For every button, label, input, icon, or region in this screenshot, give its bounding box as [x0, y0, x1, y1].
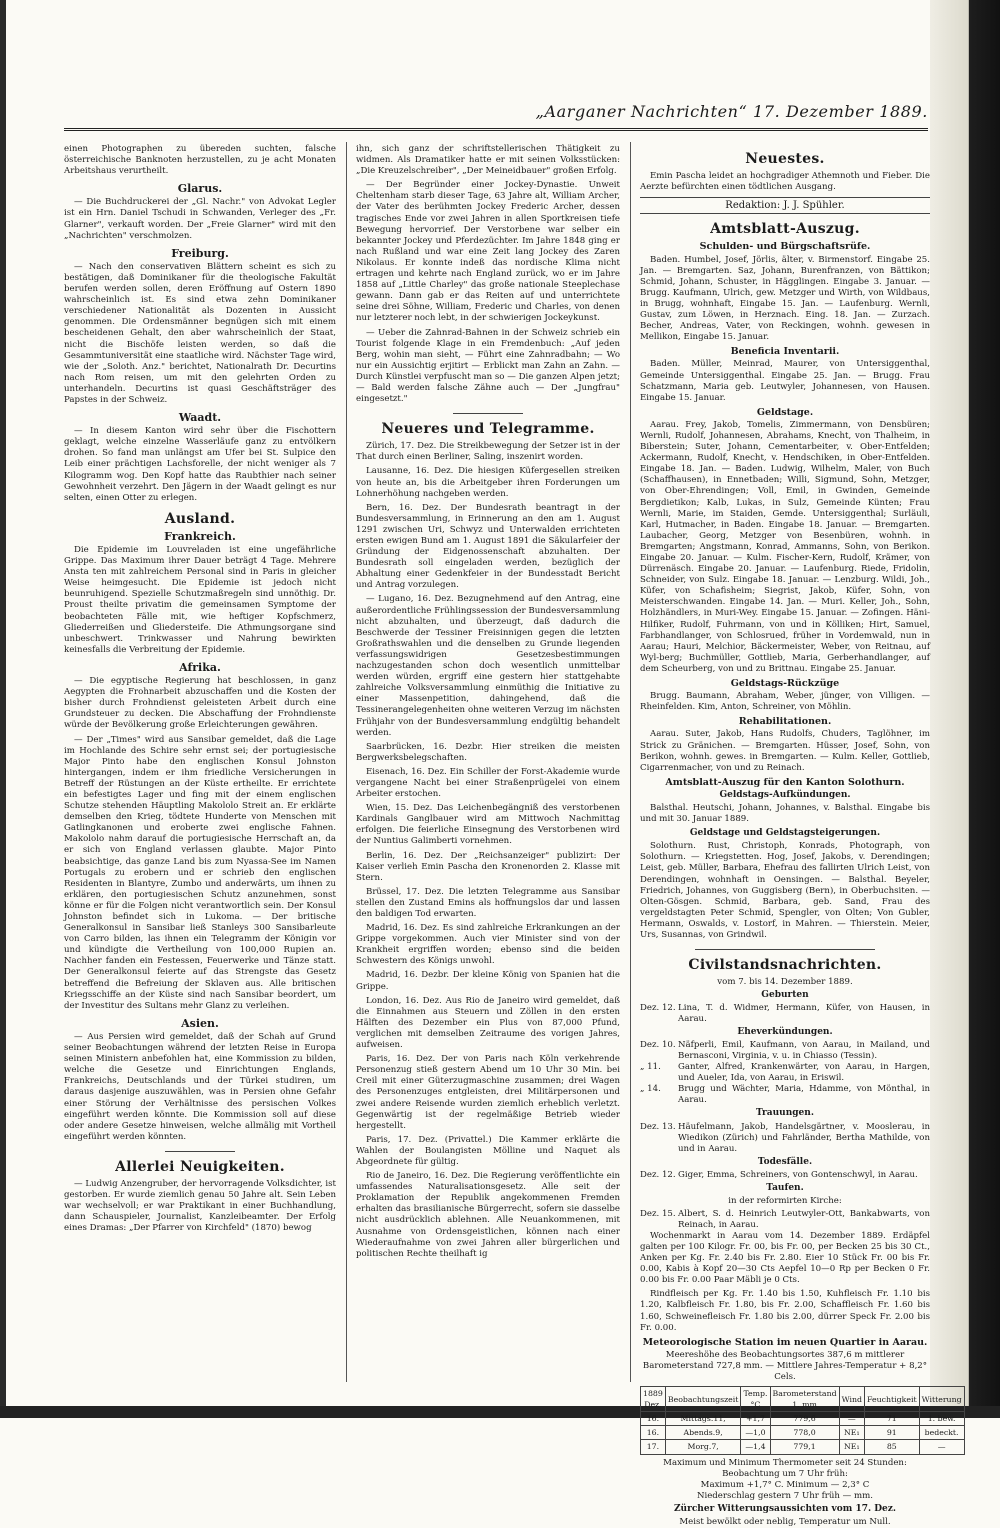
table-cell: — [919, 1440, 964, 1454]
telegram-lugano: — Lugano, 16. Dez. Bezugnehmend auf den Antrag, eine außerordentliche Frühlingssession der Bundesversammlung nicht abzuhalten, und überzeugt, daß dadurch die Beschwerde der Tessiner Freisinnigen gegen die letzten Großrathswahlen und die denselben zu Grunde liegenden verfassungswidrigen Gesetzesbestimmungen nachzugestanden schon doch wesentlich unmittelbar werden würden, ergriff eine gestern hier stattgehabte zahlreiche Volksversammlung einmüthig die Initiative zu einer Massenpetition, dahingehend, daß die Tessinerangelegenheiten ohne weiteren Verzug im nächsten Frühjahr von der Bundesversammlung endgültig behandelt werden. [356, 594, 620, 738]
civilstand-period: vom 7. bis 14. Dezember 1889. [717, 977, 853, 988]
article-zahnrad: — Ueber die Zahnrad-Bahnen in der Schweiz schrieb ein Tourist folgende Klage in ein Fremdenbuch: „Auf jeden Berg, wohin man sieht, — Führt eine Zahnradbahn; — Wo nur ein Aussichtig erjitirt — Erblickt man Zahn an Zahn. — Durch Künstlei verpfuscht man so — Die ganzen Alpen jetzt; — Bald werden falsche Zähne auch — Der „Jungfrau" eingesetzt." [356, 327, 620, 405]
table-cell: 91 [864, 1426, 919, 1440]
article-freiburg: — Nach den conservativen Blättern scheint es sich zu bestätigen, daß Dominikaner für die theologische Fakultät berufen werden sollen, deren Eröffnung auf Ostern 1890 wahrscheinlich ist. Es sind etwa zehn Dominikaner verschiedener Nationalität als Dozenten in Aussicht genommen. Die Ordensmänner begnügen sich mit einem bescheidenen Gehalt, den aber wahrscheinlich der Staat, nicht die Bischöfe leisten werden, so daß die Gesammtuniversität eine staatliche wird. Nächster Tage wird, wie der „Soloth. Anz." berichtet, Nationalrath Dr. Decurtins nach Rom reisen, um mit den gelehrten Orden zu unterhandeln. Decurtins ist quasi Geschäftsträger des Papstes in der Schweiz. [64, 261, 336, 405]
weather-col-header: Wind [839, 1387, 864, 1412]
heading-neuestes: Neuestes. [745, 151, 825, 167]
telegram-eisenach: Eisenach, 16. Dez. Ein Schiller der Forst-Akademie wurde vergangene Nacht bei einer Straßenprügelei von einem Arbeiter erstochen. [356, 766, 620, 800]
article-allerlei: — Ludwig Anzengruber, der hervorragende Volksdichter, ist gestorben. Er wurde ziemlich genau 50 Jahre alt. Sein Leben war wechselvoll; er war Praktikant in einer Buchhandlung, dann Schauspieler, Journalist, Kanzleibeamter. Der Erfolg eines Dramas: „Der Pfarrer von Kirchfeld" (1870) bewog [64, 1178, 336, 1234]
heading-afrika: Afrika. [179, 660, 221, 674]
notice-schulden: Baden. Humbel, Josef, Jörlis, älter, v. Birmenstorf. Eingabe 25. Jan. — Bremgarten. Saz, Johann, Burenfranzen, von Bättikon; Schmid, Johann, Schuster, in Hägglingen. Eingabe 3. Januar. — Brugg. Kaufmann, Ulrich, gew. Metzger und Wirth, von Wildbaus, in Brugg, wohnhaft, Eingabe 15. Jan. — Laufenburg. Wernli, Gustav, zum Löwen, in Herznach. Eing. 18. Jan. — Zurzach. Becher, Andreas, Vater, von Reckingen, wohnh. gewesen in Mellikon, Eingabe 15. Januar. [640, 254, 930, 343]
civil-date: „ 11. [640, 1062, 661, 1073]
weather-forecast: Meist bewölkt oder neblig, Temperatur um Null. [679, 1517, 891, 1527]
column-2 [356, 144, 620, 1392]
heading-ausland: Ausland. [164, 510, 236, 527]
heading-freiburg: Freiburg. [171, 246, 229, 260]
telegram-paris-1: Paris, 16. Dez. Der von Paris nach Köln verkehrende Personenzug stieß gestern Abend um 10 Uhr 30 Min. bei Creil mit einer Güterzugmaschine zusammen; drei Wagen des Personenzuges entgleisten, drei Militärpersonen und zwei andere Reisende wurden ziemlich erheblich verletzt. Gegenwärtig ist der regelmäßige Betrieb wieder hergestellt. [356, 1054, 620, 1131]
heading-meteo: Meteorologische Station im neuen Quartier in Aarau. [642, 1336, 928, 1348]
article-afrika-1: — Die egyptische Regierung hat beschlossen, in ganz Aegypten die Frohnarbeit abzuschaffen und die Kosten der bisher durch Frohndienst geleisteten Arbeit durch eine Grundsteuer zu decken. Die Abschaffung der Frohndienste würde der Bevölkerung große Erleichterungen gewähren. [64, 676, 336, 731]
page-header: „Aarganer Nachrichten“ 17. Dezember 1889. [535, 102, 928, 121]
heading-civilstand: Civilstandsnachrichten. [688, 957, 882, 974]
civil-text: Ganter, Alfred, Krankenwärter, von Aarau, in Hargen, und Aueler, Ida, von Aarau, in Eriswil. [678, 1062, 930, 1084]
weather-col-header: Witterung [919, 1387, 964, 1412]
meteo-footnote-3: Maximum +1,7° C. Minimum — 2,3° C [700, 1479, 870, 1490]
civil-entry [640, 1003, 930, 1025]
telegram-paris-2: Paris, 17. Dez. (Privattel.) Die Kammer erklärte die Wahlen der Boulangisten Mölline und Naquet als Abgeordnete für gültig. [356, 1134, 620, 1167]
heading-geldstage: Geldstage. [756, 406, 814, 418]
table-cell: 17. [641, 1440, 666, 1454]
heading-witterung: Zürcher Witterungsaussichten vom 17. Dez. [673, 1503, 897, 1514]
civil-text: Albert, S. d. Heinrich Leutwyler-Ott, Bankabwarts, von Reinach, in Aarau. [678, 1208, 930, 1230]
civil-entry [640, 1062, 930, 1084]
civil-date: „ 14. [640, 1084, 661, 1095]
table-cell: 1. bew. [919, 1412, 964, 1426]
civil-entry [640, 1040, 930, 1062]
table-cell: 16. [641, 1426, 666, 1440]
civil-date: Dez. 10. [640, 1040, 676, 1051]
heading-amtsblatt: Amtsblatt-Auszug. [710, 221, 860, 238]
table-cell: Morg.7, [665, 1440, 741, 1454]
market-report: Wochenmarkt in Aarau vom 14. Dezember 1889. Erdäpfel galten per 100 Kilogr. Fr. 00, bis Fr. 00, per Becken 25 bis 30 Ct., Anken per Kg. Fr. 2.40 bis Fr. 2.80. Eier 10 Stück Fr. 00 bis Fr. 0.00, Kabis à Kopf 20—30 Cts Aepfel 10—0 Rp per Becken 0 Fr. 0.00 bis Fr. 0.00 Paar Mäbli je 0 Cts. [640, 1230, 930, 1286]
heading-geldstage-steigerungen: Geldstage und Geldstagsteigerungen. [689, 828, 881, 839]
heading-rehabilitationen: Rehabilitationen. [738, 716, 832, 728]
heading-beneficia: Beneficia Inventarii. [730, 346, 840, 358]
meteo-footnote-1: Maximum und Minimum Thermometer seit 24 Stunden: [663, 1457, 907, 1468]
civil-date: Dez. 12. [640, 1169, 676, 1180]
table-row [641, 1426, 965, 1440]
separator [695, 949, 875, 950]
weather-col-header: Temp. °C [741, 1387, 770, 1412]
civil-entry [640, 1122, 930, 1155]
telegram-saarbruecken: Saarbrücken, 16. Dezbr. Hier streiken die meisten Bergwerksbelegschaften. [356, 741, 620, 763]
telegram-zuerich: Zürich, 17. Dez. Die Streikbewegung der Setzer ist in der That durch einen Berliner, Saling, inszenirt worden. [356, 441, 620, 463]
heading-taufen: Taufen. [766, 1182, 804, 1193]
meteo-station-info: Meereshöhe des Beobachtungsortes 387,6 m mittlerer Barometerstand 727,8 mm. — Mittlere Jahres-Temperatur + 8,2° Cels. [642, 1349, 928, 1382]
table-cell: +1,7 [741, 1412, 770, 1426]
telegram-madrid-2: Madrid, 16. Dezbr. Der kleine König von Spanien hat die Grippe. [356, 970, 620, 992]
heading-asien: Asien. [181, 1016, 219, 1030]
telegram-wien: Wien, 15. Dez. Das Leichenbegängniß des verstorbenen Kardinals Ganglbauer wird am Mittwoch Nachmittag erfolgen. Die feierliche Einsegnung des Verstorbenen wird der Nuntius Galimberti vornehmen. [356, 803, 620, 847]
weather-col-header: 1889 Dez. [641, 1387, 666, 1412]
article-continuation: ihn, sich ganz der schriftstellerischen Thätigkeit zu widmen. Als Dramatiker hatte er mit seinen Volksstücken: „Die Kreuzelschreiber", „Der Meineidbauer" großen Erfolg. [356, 144, 620, 177]
article-intro: einen Photographen zu übereden suchten, falsche österreichische Banknoten herzustellen, zu je acht Monaten Arbeitshaus verurtheilt. [64, 144, 336, 177]
table-cell: Abends.9, [665, 1426, 741, 1440]
header-rule [64, 128, 928, 131]
article-waadt: — In diesem Kanton wird sehr über die Fischottern geklagt, welche einzelne Wasserläufe ganz zu entvölkern drohen. So fand man unlängst am Ufer bei St. Sulpice den Leib einer prächtigen Lachsforelle, der nicht weniger als 7 Kilogramm wog. Den Kopf hatte das Raubthier nach seiner Gewohnheit verzehrt. Den Jägern in der Waadt gelingt es nur selten, einen Otter zu erlegen. [64, 426, 336, 503]
civil-entry [640, 1209, 930, 1231]
newspaper-page [56, 92, 962, 1527]
article-afrika-2: — Der „Times" wird aus Sansibar gemeldet, daß die Lage im Hochlande des Schire sehr ernst sei; der portugiesische Major Pinto habe den englischen Konsul Johnston hintergangen, indem er ihm friedliche Versicherungen in Betreff der Rüstungen an der Küste ertheilte. Er errichtete ein befestigtes Lager und fing mit der einem englischen Schutze stehenden Häuptling Makololo Streit an. Er erklärte demselben den Krieg, tödtete Hunderte von Menschen mit Gatlingkanonen und eroberte zwei englische Fahnen. Makololo nahm darauf die portugiesische Herrschaft an, da er sich von England verlassen glaubte. Major Pinto beabsichtige, das ganze Land bis zum Nyassa-See im Namen Portugals zu erobern und er schrieb den englischen Residenten in Blantyre, Zumbo und anderwärts, um ihnen zu erklären, den portugiesischen Schutz anzunehmen, sonst könne er für die Folgen nicht verantwortlich sein. Der Konsul Johnston befindet sich in Lukoma. — Der britische Generalkonsul in Sansibar ließ Stanleys 300 Sansibarleute von Carro bilden, las ihnen ein Telegramm der Königin vor und kündigte die Vertheilung von 100,000 Rupien an. Nachher fanden ein Festessen, Feuerwerke und Tänze statt. Der Generalkonsul feierte auf das Strengste das Gesetz betreffend die Befreiung der Sklaven aus. Alle britischen Kriegsschiffe an der Küste sind nach Sansibar beordert, um der Investitur des Sultans mehr Glanz zu verleihen. [64, 734, 336, 1011]
notice-geldstage: Aarau. Frey, Jakob, Tomelis, Zimmermann, von Densbüren; Wernli, Rudolf, Johannesen, Abrahams, Knecht, von Thalheim, in Biberstein; Suter, Johann, Cementarbeiter, v. Ober-Entfelden; Ackermann, Rudolf, Knecht, v. Hendschiken, in Ober-Entfelden. Eingabe 18. Jan. — Baden. Ludwig, Wilhelm, Maler, von Buch (Schaffhausen), in Ennetbaden; Willi, Sigmund, Sohn, Metzger, von Ober-Ehrendingen; Voll, Emil, in Gwinden, Gemeinde Bergdietikon; Kalb, Lukas, in Sulz, Gemeinde Künten; Frau Wernli, Marie, im Staiden, Gemde. Untersiggenthal; Surläuli, Karl, Hutmacher, in Baden. Eingabe 18. Januar. — Bremgarten. Laubacher, Georg, Metzger von Besenbüren, wohnh. in Bremgarten; Angstmann, Konrad, Ammanns, Sohn, von Berikon. Eingabe 20. Januar. — Kulm. Fischer-Kern, Rudolf, Krämer, von Dürrenäsch. Eingabe 20. Januar. — Laufenburg. Riede, Fridolin, Schneider, von Sulz. Eingabe 18. Januar. — Lenzburg. Wildi, Joh., Küfer, von Schafisheim; Siegrist, Jakob, Küfer, Sohn, von Meisterschwanden. Eingabe 14. Jan. — Muri. Keller, Joh., Sohn, Holzhändlers, in Muri-Wey. Eingabe 15. Januar. — Zofingen. Häni-Hilfiker, Rudolf, Fuhrmann, von und in Kölliken; Hirt, Samuel, Farbhandlanger, von Schlosrued, früher in Vordemwald, nun in Aarau; Hauri, Melchior, Bäckermeister, Weber, von Reitnau, auf Wyl-berg; Buchmüller, Gottlieb, Maria, Gerberhandlanger, auf dem Scheurberg, von und zu Brittnau. Eingabe 25. Januar. [640, 419, 930, 674]
column-3 [640, 144, 962, 1527]
heading-neueres: Neueres und Telegramme. [381, 421, 595, 438]
table-cell: — [839, 1412, 864, 1426]
heading-schulden: Schulden- und Bürgschaftsrüfe. [699, 241, 871, 253]
heading-eheverkuendungen: Eheverkündungen. [737, 1027, 833, 1038]
heading-frankreich: Frankreich. [164, 529, 236, 543]
article-emin: Emin Pascha leidet an hochgradiger Athemnoth und Fieber. Die Aerzte befürchten einen tödtlichen Ausgang. [640, 171, 930, 193]
separator [165, 1151, 235, 1152]
table-cell: —1,0 [741, 1426, 770, 1440]
meteo-footnote-2: Beobachtung um 7 Uhr früh: [722, 1468, 848, 1479]
table-cell: 779,6 [770, 1412, 839, 1426]
column-rule-1 [346, 142, 347, 1382]
heading-allerlei: Allerlei Neuigkeiten. [115, 1158, 285, 1175]
heading-geburten: Geburten [761, 990, 809, 1001]
table-cell: —1,4 [741, 1440, 770, 1454]
article-frankreich: Die Epidemie im Louvreladen ist eine ungefährliche Grippe. Das Maximum ihrer Dauer beträgt 4 Tage. Mehrere Ansta ten mit zahlreichem Personal sind in Paris in gleicher Weise heimgesucht. Die Epidemie ist jedoch nicht beunruhigend. Spezielle Schutzmaßregeln sind unnöthig. Dr. Proust theilte privatim die gemeinsamen Symptome der beobachteten Fälle mit, wie heftiger Kopfschmerz, Gliederreißen und Gliedersteife. Die Athmungsorgane sind unbeschwert. Trinkwasser und Nahrung bewirkten keinesfalls die Verbreitung der Epidemie. [64, 545, 336, 655]
civil-text: Brugg und Wächter, Maria, Hdamme, von Mönthal, in Aarau. [678, 1084, 930, 1106]
table-cell: 16. [641, 1412, 666, 1426]
meteo-footnote-4: Niederschlag gestern 7 Uhr früh — mm. [696, 1490, 874, 1501]
table-cell: bedeckt. [919, 1426, 964, 1440]
meat-prices: Rindfleisch per Kg. Fr. 1.40 bis 1.50, Kuhfleisch Fr. 1.10 bis 1.20, Kalbfleisch Fr. 1.80, bis Fr. 2.00, Schaffleisch Fr. 1.60 bis 1.60, Schweinefleisch Fr. 1.80 bis 2.00, dürrer Speck Fr. 2.00 bis Fr. 0.00. [640, 1289, 930, 1333]
heading-glarus: Glarus. [177, 182, 223, 196]
table-cell: Mittags.11, [665, 1412, 741, 1426]
table-row [641, 1440, 965, 1454]
weather-col-header: Barometerstand 1. mm [770, 1387, 839, 1412]
notice-rueckzuege: Brugg. Baumann, Abraham, Weber, jünger, von Villigen. — Rheinfelden. Kim, Anton, Schreiner, von Möhlin. [640, 691, 930, 713]
weather-col-header: Feuchtigkeit [864, 1387, 919, 1412]
civil-text: Häufelmann, Jakob, Handelsgärtner, v. Mooslerau, in Wiedikon (Zürich) und Fahrländer, Bertha Mathilde, von und in Aarau. [678, 1121, 930, 1154]
notice-rehabilitationen: Aarau. Suter, Jakob, Hans Rudolfs, Chuders, Taglöhner, im Strick zu Gränichen. — Bremgarten. Hüsser, Josef, Sohn, von Berikon, wohnh. gewes. in Bremgarten. — Kulm. Keller, Gottlieb, Cigarrenmacher, von und zu Reinach. [640, 729, 930, 773]
separator [453, 413, 523, 414]
notice-balsthal: Balsthal. Heutschi, Johann, Johannes, v. Balsthal. Eingabe bis und mit 30. Januar 1889. [640, 802, 930, 825]
table-row [641, 1412, 965, 1426]
notice-beneficia: Baden. Müller, Meinrad, Maurer, von Untersiggenthal, Gemeinde Untersiggenthal. Eingabe 25. Jan. — Brugg. Frau Schatzmann, Maria geb. Leutwyler, Johannesen, von Hausen. Eingabe 15. Januar. [640, 359, 930, 403]
heading-rueckzuege: Geldstags-Rückzüge [730, 678, 840, 690]
civil-text: Näfperli, Emil, Kaufmann, von Aarau, in Mailand, und Bernasconi, Virginia, v. u. in Chiasso (Tessin). [678, 1040, 930, 1062]
table-cell: 779,1 [770, 1440, 839, 1454]
article-jockey: — Der Begründer einer Jockey-Dynastie. Unweit Cheltenham starb dieser Tage, 63 Jahre alt, William Archer, der Vater des berühmten Jockey Frederic Archer, dessen tragisches Ende vor zwei Jahren in allen Sportkreisen tiefe Bewegung hervorrief. Der Verstorbene war selber ein bekannter Jockey und Pferdezüchter. Im Jahre 1848 ging er nach Rußland und war eine Zeit lang Jockey des Zaren Nikolaus. Er konnte indeß das nordische Klima nicht ertragen und kehrte nach England zurück, wo er im Jahre 1858 auf „Little Charley" das große nationale Steeplechase gewann. Dann gab er das Reiten auf und unterrichtete seine drei Söhne, William, Frederic und Charles, von denen nur letzterer noch lebt, in der schwierigen Jockeykunst. [356, 180, 620, 324]
telegram-rio: Rio de Janeiro, 16. Dez. Die Regierung veröffentlichte ein umfassendes Naturalisationsgesetz. Alle seit der Proklamation der Republik angekommenen Fremden erhalten das brasilianische Bürgerrecht, sofern sie dasselbe nicht ausdrücklich ablehnen. Alle Neuankommenen, mit Ausnahme von Ordensgeistlichen, können nach einer Wiederaufnahme von zwei Jahren aller bürgerlichen und politischen Rechte theilhaft ig [356, 1171, 620, 1259]
scan-left-edge [0, 0, 6, 1418]
heading-waadt: Waadt. [178, 411, 222, 425]
weather-col-header: Beobachtungszeit [665, 1387, 741, 1412]
article-glarus: — Die Buchdruckerei der „Gl. Nachr." von Advokat Legler ist ein Hrn. Daniel Tschudi in Schwanden, Verleger des „Fr. Glarner", verkauft worden. Der „Freie Glarner" wird mit den „Nachrichten" verschmolzen. [64, 197, 336, 241]
telegram-madrid-1: Madrid, 16. Dez. Es sind zahlreiche Erkrankungen an der Grippe vorgekommen. Auch vier Minister sind von der Krankheit ergriffen worden; ebenso sind die beiden Schwestern des Königs unwohl. [356, 923, 620, 967]
telegram-bruessel: Brüssel, 17. Dez. Die letzten Telegramme aus Sansibar stellen den Zustand Emins als hoffnungslos dar und lassen den baldigen Tod erwarten. [356, 886, 620, 919]
civil-date: Dez. 12. [640, 1003, 676, 1014]
table-cell: 71 [864, 1412, 919, 1426]
weather-header-row [641, 1387, 965, 1412]
column-rule-2 [630, 142, 631, 1382]
civil-date: Dez. 13. [640, 1121, 676, 1132]
table-cell: 778,0 [770, 1426, 839, 1440]
heading-solothurn: Amtsblatt-Auszug für den Kanton Solothurn. [665, 776, 905, 788]
article-asien: — Aus Persien wird gemeldet, daß der Schah auf Grund seiner Beobachtungen während der letzten Reise in Europa seinen Ministern anbefohlen hat, eine Kommission zu bilden, welche die Gesetze und Einrichtungen Englands, Frankreichs, Deutschlands und der Türkei studiren, um daraus dasjenige auszuwählen, was in Persien ohne Gefahr einer Störung der Verhältnisse des persischen Volkes eingeführt werden könnte. Die Kommission soll auf diese oder andere Gesetze hinweisen, welche allmälig mit Vortheil eingeführt werden könnten. [64, 1031, 336, 1142]
heading-todesfaelle: Todesfälle. [757, 1156, 813, 1167]
table-cell: NE₁ [839, 1440, 864, 1454]
civil-text: Giger, Emma, Schreiners, von Gontenschwyl, in Aarau. [678, 1169, 918, 1180]
civil-date: Dez. 15. [640, 1208, 676, 1219]
telegram-london: London, 16. Dez. Aus Rio de Janeiro wird gemeldet, daß die Einnahmen aus Steuern und Zöllen in den ersten Hälften des Dezember ein Plus von 87,000 Pfund, verglichen mit demselben Zeitraume des vorigen Jahres, aufweisen. [356, 995, 620, 1051]
telegram-berlin: Berlin, 16. Dez. Der „Reichsanzeiger" publizirt: Der Kaiser verlieh Emin Pascha den Kronenorden 2. Klasse mit Stern. [356, 850, 620, 883]
redaktion-line: Redaktion: J. J. Spühler. [640, 197, 930, 214]
table-cell: 85 [864, 1440, 919, 1454]
civil-entry [640, 1084, 930, 1106]
weather-table [640, 1386, 965, 1454]
notice-solothurn: Solothurn. Rust, Christoph, Konrads, Photograph, von Solothurn. — Kriegstetten. Hog, Josef, Jakobs, v. Derendingen; Leist, geb. Müller, Barbara, Ehefrau des fallirten Ulrich Leist, von Derendingen, wohnhaft in Oensingen. — Balsthal. Beyeler, Friedrich, Johannes, von Guggisberg (Bern), in Oberbuchsiten. — Olten-Gösgen. Schmid, Barbara, geb. Sand, Frau des vergeldstagten Peter Schmid, Spengler, von Olten; Von Gubler, Hermann, Oswalds, v. Lostorf, in Mahren. — Thierstein. Meier, Urs, Susannas, von Grindwil. [640, 841, 930, 940]
table-cell: NE₁ [839, 1426, 864, 1440]
telegram-lausanne: Lausanne, 16. Dez. Die hiesigen Küfergesellen streiken von heute an, bis die Arbeitgeber ihren Forderungen um Lohnerhöhung nachgeben werden. [356, 466, 620, 499]
scan-right-edge [930, 0, 1000, 1418]
civil-text: Lina, T. d. Widmer, Hermann, Küfer, von Hausen, in Aarau. [678, 1003, 930, 1025]
heading-geldstags-aufkuendungen: Geldstags-Aufkündungen. [719, 789, 851, 800]
column-1 [64, 144, 336, 1392]
heading-trauungen: Trauungen. [756, 1108, 814, 1119]
telegram-bern: Bern, 16. Dez. Der Bundesrath beantragt in der Bundesversammlung, in Erinnerung an den am 1. August 1291 zwischen Uri, Schwyz und Unterwalden errichteten ersten ewigen Bund am 1. August 1891 die Säkularfeier der Gründung der Eidgenossenschaft abzuhalten. Der Bundesrath soll eingeladen werden, bezüglich der Abhaltung einer Gedenkfeier in der Bundesstadt Bericht und Antrag vorzulegen. [356, 502, 620, 591]
taufen-subheading: in der reformirten Kirche: [728, 1195, 842, 1206]
civil-entry [640, 1170, 930, 1181]
